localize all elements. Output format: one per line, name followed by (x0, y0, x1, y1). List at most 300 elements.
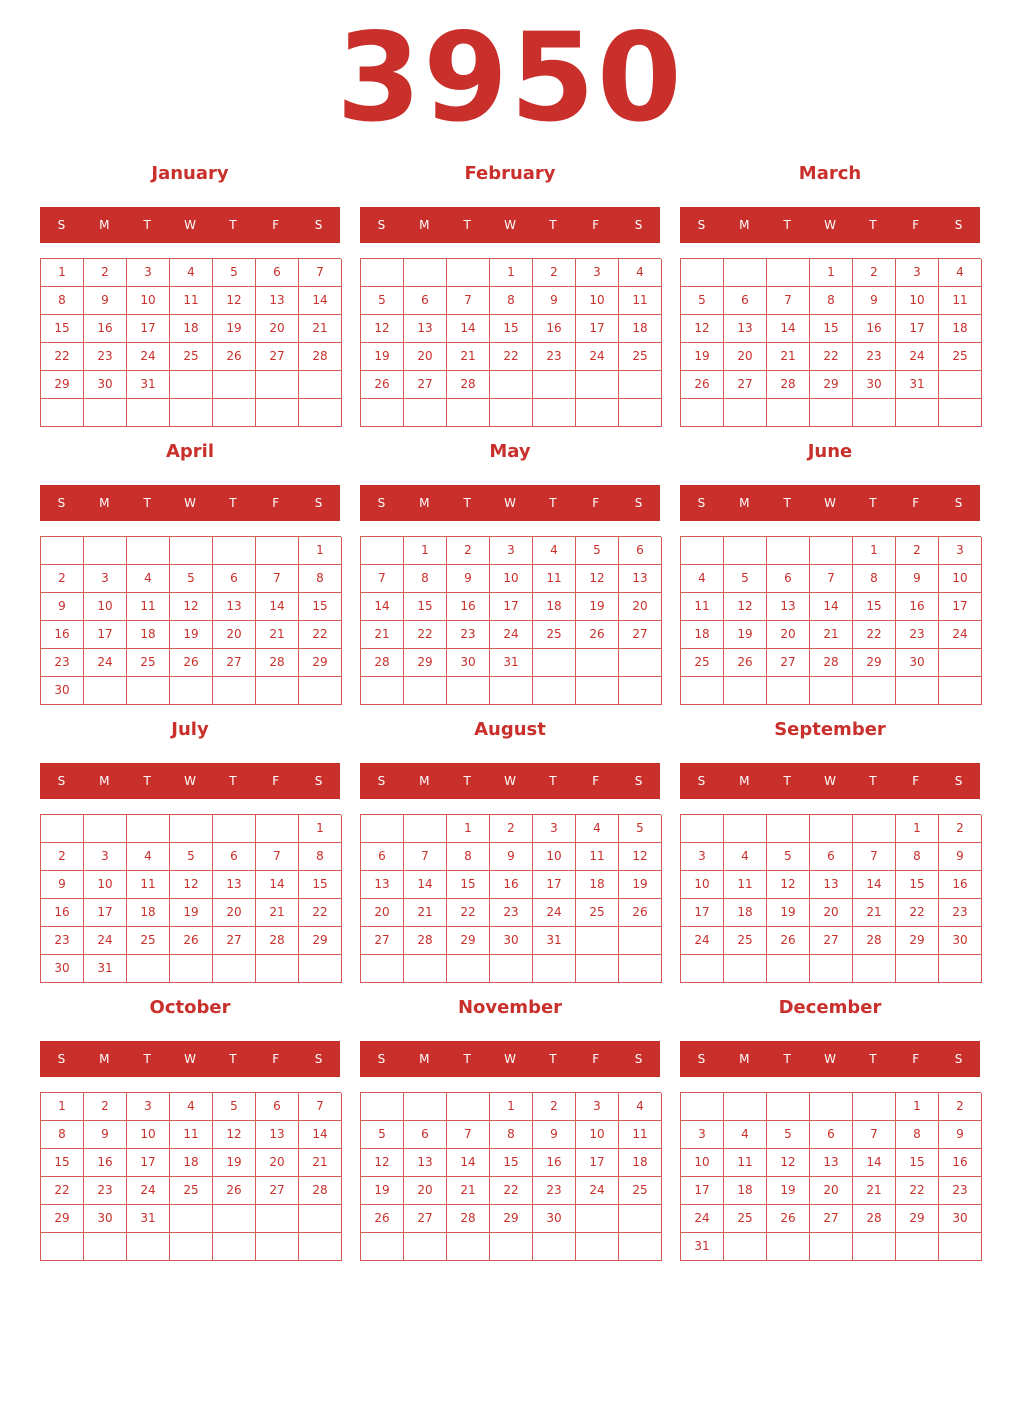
day-cell: 3 (533, 815, 576, 843)
day-cell: 12 (619, 843, 662, 871)
day-cell: 2 (84, 1093, 127, 1121)
day-cell: 30 (896, 649, 939, 677)
weekday-header (40, 763, 340, 799)
month-name: February (464, 163, 556, 184)
day-cell: 25 (681, 649, 724, 677)
weekday-label: S (314, 1052, 323, 1066)
day-cell: 8 (299, 843, 342, 871)
empty-day-cell (619, 649, 662, 677)
empty-day-cell (681, 815, 724, 843)
day-cell: 26 (767, 927, 810, 955)
day-cell: 2 (896, 537, 939, 565)
empty-day-cell (404, 815, 447, 843)
day-cell: 14 (447, 1149, 490, 1177)
day-cell: 16 (490, 871, 533, 899)
empty-day-cell (170, 815, 213, 843)
day-cell: 27 (213, 927, 256, 955)
day-cell: 11 (127, 593, 170, 621)
month-name: August (474, 719, 546, 740)
day-cell: 18 (939, 315, 982, 343)
day-cell: 21 (299, 315, 342, 343)
day-cell: 3 (681, 1121, 724, 1149)
empty-day-cell (767, 955, 810, 983)
month-name: September (774, 719, 886, 740)
day-cell: 31 (681, 1233, 724, 1261)
day-cell: 20 (213, 899, 256, 927)
day-cell: 15 (896, 1149, 939, 1177)
day-cell: 27 (213, 649, 256, 677)
day-cell: 21 (853, 899, 896, 927)
weekday-label: T (783, 774, 791, 788)
day-cell: 12 (213, 1121, 256, 1149)
day-cell: 4 (170, 259, 213, 287)
day-cell: 14 (299, 287, 342, 315)
empty-day-cell (490, 955, 533, 983)
day-cell: 4 (533, 537, 576, 565)
weekday-label: W (824, 218, 836, 232)
day-cell: 9 (490, 843, 533, 871)
day-cell: 1 (896, 1093, 939, 1121)
day-cell: 6 (256, 259, 299, 287)
weekday-header (680, 763, 980, 799)
empty-day-cell (256, 677, 299, 705)
empty-day-cell (853, 955, 896, 983)
day-cell: 21 (256, 899, 299, 927)
day-cell: 30 (490, 927, 533, 955)
weekday-label: S (634, 218, 643, 232)
empty-day-cell (896, 677, 939, 705)
day-cell: 1 (896, 815, 939, 843)
day-cell: 14 (853, 871, 896, 899)
day-cell: 15 (853, 593, 896, 621)
empty-day-cell (576, 649, 619, 677)
month-name: June (807, 441, 853, 462)
weekday-label: M (739, 496, 750, 510)
empty-day-cell (810, 815, 853, 843)
day-cell: 13 (361, 871, 404, 899)
weekday-label: M (99, 1052, 110, 1066)
day-grid (680, 536, 981, 705)
empty-day-cell (576, 927, 619, 955)
day-cell: 20 (619, 593, 662, 621)
weekday-label: T (463, 774, 471, 788)
day-cell: 29 (490, 1205, 533, 1233)
weekday-label: T (463, 1052, 471, 1066)
empty-day-cell (127, 1233, 170, 1261)
empty-day-cell (619, 371, 662, 399)
weekday-label: T (549, 218, 557, 232)
day-cell: 21 (299, 1149, 342, 1177)
day-cell: 8 (490, 287, 533, 315)
empty-day-cell (361, 815, 404, 843)
weekday-label: W (824, 496, 836, 510)
day-cell: 19 (170, 621, 213, 649)
day-cell: 26 (213, 1177, 256, 1205)
day-cell: 16 (533, 1149, 576, 1177)
day-cell: 2 (853, 259, 896, 287)
day-cell: 3 (84, 843, 127, 871)
day-cell: 26 (767, 1205, 810, 1233)
day-cell: 23 (84, 1177, 127, 1205)
weekday-label: W (824, 774, 836, 788)
day-cell: 9 (853, 287, 896, 315)
day-cell: 16 (447, 593, 490, 621)
weekday-label: S (314, 218, 323, 232)
empty-day-cell (84, 815, 127, 843)
day-cell: 19 (767, 1177, 810, 1205)
weekday-label: M (739, 218, 750, 232)
day-cell: 19 (170, 899, 213, 927)
day-cell: 24 (490, 621, 533, 649)
empty-day-cell (576, 1233, 619, 1261)
day-cell: 29 (41, 1205, 84, 1233)
weekday-label: T (463, 218, 471, 232)
day-cell: 6 (256, 1093, 299, 1121)
day-cell: 16 (939, 1149, 982, 1177)
weekday-label: T (229, 496, 237, 510)
day-cell: 10 (681, 1149, 724, 1177)
day-cell: 24 (533, 899, 576, 927)
weekday-label: W (504, 218, 516, 232)
weekday-label: T (869, 218, 877, 232)
day-cell: 20 (256, 1149, 299, 1177)
day-cell: 29 (447, 927, 490, 955)
day-cell: 18 (681, 621, 724, 649)
empty-day-cell (361, 259, 404, 287)
weekday-label: T (783, 218, 791, 232)
weekday-label: M (99, 774, 110, 788)
day-cell: 30 (533, 1205, 576, 1233)
weekday-label: S (57, 1052, 66, 1066)
day-cell: 23 (533, 343, 576, 371)
weekday-label: S (634, 774, 643, 788)
weekday-header (680, 207, 980, 243)
day-cell: 10 (490, 565, 533, 593)
day-cell: 1 (299, 815, 342, 843)
day-cell: 13 (213, 871, 256, 899)
empty-day-cell (533, 649, 576, 677)
weekday-label: F (272, 218, 280, 232)
weekday-label: T (869, 774, 877, 788)
day-cell: 25 (619, 1177, 662, 1205)
empty-day-cell (41, 537, 84, 565)
empty-day-cell (447, 399, 490, 427)
day-cell: 28 (447, 371, 490, 399)
weekday-label: S (377, 496, 386, 510)
weekday-label: W (504, 496, 516, 510)
day-cell: 9 (447, 565, 490, 593)
weekday-label: S (697, 218, 706, 232)
day-cell: 3 (576, 1093, 619, 1121)
day-cell: 22 (490, 343, 533, 371)
day-cell: 9 (84, 287, 127, 315)
empty-day-cell (256, 537, 299, 565)
day-cell: 14 (256, 593, 299, 621)
day-cell: 24 (681, 927, 724, 955)
day-cell: 16 (939, 871, 982, 899)
day-cell: 2 (939, 1093, 982, 1121)
day-cell: 10 (681, 871, 724, 899)
day-cell: 17 (127, 1149, 170, 1177)
day-cell: 25 (533, 621, 576, 649)
empty-day-cell (853, 399, 896, 427)
empty-day-cell (41, 1233, 84, 1261)
day-cell: 4 (681, 565, 724, 593)
day-cell: 14 (404, 871, 447, 899)
day-cell: 12 (361, 315, 404, 343)
month-name: July (171, 719, 209, 740)
day-cell: 28 (256, 927, 299, 955)
day-cell: 6 (213, 565, 256, 593)
month-november (360, 994, 660, 1262)
day-cell: 20 (767, 621, 810, 649)
empty-day-cell (256, 1233, 299, 1261)
day-cell: 12 (767, 871, 810, 899)
empty-day-cell (810, 955, 853, 983)
empty-day-cell (170, 955, 213, 983)
empty-day-cell (896, 955, 939, 983)
empty-day-cell (681, 259, 724, 287)
day-cell: 14 (853, 1149, 896, 1177)
empty-day-cell (533, 955, 576, 983)
day-cell: 17 (84, 899, 127, 927)
day-cell: 12 (213, 287, 256, 315)
weekday-label: M (739, 774, 750, 788)
weekday-label: S (57, 774, 66, 788)
day-cell: 11 (724, 871, 767, 899)
day-cell: 5 (767, 843, 810, 871)
empty-day-cell (299, 677, 342, 705)
day-cell: 5 (361, 287, 404, 315)
day-cell: 17 (127, 315, 170, 343)
day-cell: 27 (810, 1205, 853, 1233)
weekday-label: W (184, 496, 196, 510)
empty-day-cell (939, 955, 982, 983)
empty-day-cell (84, 1233, 127, 1261)
empty-day-cell (127, 815, 170, 843)
day-cell: 13 (810, 1149, 853, 1177)
day-cell: 5 (724, 565, 767, 593)
weekday-label: F (912, 218, 920, 232)
day-cell: 2 (41, 843, 84, 871)
empty-day-cell (84, 537, 127, 565)
empty-day-cell (619, 399, 662, 427)
empty-day-cell (490, 371, 533, 399)
day-cell: 22 (404, 621, 447, 649)
day-cell: 7 (404, 843, 447, 871)
day-cell: 1 (299, 537, 342, 565)
empty-day-cell (767, 1233, 810, 1261)
year-title: 3950 (336, 7, 684, 149)
month-may (360, 438, 660, 706)
day-cell: 1 (41, 1093, 84, 1121)
day-cell: 24 (576, 343, 619, 371)
empty-day-cell (576, 371, 619, 399)
empty-day-cell (810, 537, 853, 565)
day-cell: 8 (447, 843, 490, 871)
weekday-label: S (57, 496, 66, 510)
empty-day-cell (299, 1233, 342, 1261)
day-cell: 28 (361, 649, 404, 677)
day-cell: 22 (896, 899, 939, 927)
day-cell: 5 (213, 1093, 256, 1121)
empty-day-cell (767, 677, 810, 705)
day-cell: 3 (84, 565, 127, 593)
day-cell: 28 (404, 927, 447, 955)
day-cell: 27 (256, 1177, 299, 1205)
day-cell: 4 (619, 259, 662, 287)
empty-day-cell (213, 371, 256, 399)
day-cell: 8 (810, 287, 853, 315)
weekday-header (360, 485, 660, 521)
weekday-label: T (143, 1052, 151, 1066)
empty-day-cell (853, 677, 896, 705)
empty-day-cell (213, 677, 256, 705)
day-cell: 23 (41, 927, 84, 955)
weekday-header (680, 485, 980, 521)
empty-day-cell (127, 677, 170, 705)
day-cell: 5 (170, 565, 213, 593)
day-cell: 18 (724, 899, 767, 927)
empty-day-cell (170, 677, 213, 705)
empty-day-cell (447, 1233, 490, 1261)
day-cell: 9 (896, 565, 939, 593)
day-cell: 25 (170, 343, 213, 371)
day-cell: 5 (576, 537, 619, 565)
weekday-label: S (697, 774, 706, 788)
day-cell: 22 (41, 1177, 84, 1205)
empty-day-cell (447, 677, 490, 705)
weekday-label: M (99, 496, 110, 510)
day-cell: 3 (127, 259, 170, 287)
weekday-label: W (824, 1052, 836, 1066)
day-cell: 15 (810, 315, 853, 343)
day-cell: 11 (724, 1149, 767, 1177)
day-cell: 14 (299, 1121, 342, 1149)
day-cell: 12 (361, 1149, 404, 1177)
day-cell: 27 (810, 927, 853, 955)
empty-day-cell (619, 1205, 662, 1233)
day-grid (40, 814, 341, 983)
month-march (680, 160, 980, 428)
weekday-label: F (272, 496, 280, 510)
day-cell: 26 (213, 343, 256, 371)
day-cell: 8 (490, 1121, 533, 1149)
empty-day-cell (256, 1205, 299, 1233)
day-cell: 25 (724, 1205, 767, 1233)
day-grid (40, 1092, 341, 1261)
day-cell: 8 (299, 565, 342, 593)
day-cell: 25 (127, 927, 170, 955)
empty-day-cell (724, 537, 767, 565)
empty-day-cell (810, 1093, 853, 1121)
day-cell: 5 (681, 287, 724, 315)
empty-day-cell (361, 399, 404, 427)
day-cell: 27 (361, 927, 404, 955)
day-cell: 21 (767, 343, 810, 371)
day-cell: 15 (299, 871, 342, 899)
day-cell: 14 (256, 871, 299, 899)
empty-day-cell (896, 1233, 939, 1261)
day-cell: 17 (896, 315, 939, 343)
empty-day-cell (939, 677, 982, 705)
day-grid (680, 258, 981, 427)
day-cell: 2 (939, 815, 982, 843)
empty-day-cell (681, 537, 724, 565)
month-name: December (778, 997, 882, 1018)
empty-day-cell (533, 371, 576, 399)
day-cell: 3 (939, 537, 982, 565)
day-cell: 19 (681, 343, 724, 371)
day-cell: 9 (533, 287, 576, 315)
day-cell: 22 (853, 621, 896, 649)
day-cell: 11 (619, 1121, 662, 1149)
empty-day-cell (41, 815, 84, 843)
day-cell: 24 (84, 927, 127, 955)
day-cell: 15 (896, 871, 939, 899)
empty-day-cell (724, 259, 767, 287)
empty-day-cell (681, 677, 724, 705)
empty-day-cell (404, 955, 447, 983)
empty-day-cell (681, 955, 724, 983)
weekday-label: S (314, 774, 323, 788)
day-grid (360, 814, 661, 983)
day-cell: 13 (404, 315, 447, 343)
day-cell: 26 (576, 621, 619, 649)
day-cell: 30 (84, 371, 127, 399)
empty-day-cell (619, 1233, 662, 1261)
day-cell: 19 (619, 871, 662, 899)
day-cell: 17 (681, 1177, 724, 1205)
day-cell: 11 (170, 1121, 213, 1149)
empty-day-cell (853, 1093, 896, 1121)
day-cell: 29 (853, 649, 896, 677)
month-name: October (149, 997, 231, 1018)
day-cell: 19 (361, 343, 404, 371)
day-cell: 3 (127, 1093, 170, 1121)
empty-day-cell (853, 815, 896, 843)
weekday-label: T (229, 774, 237, 788)
day-cell: 22 (447, 899, 490, 927)
day-cell: 27 (256, 343, 299, 371)
empty-day-cell (447, 1093, 490, 1121)
day-cell: 12 (170, 593, 213, 621)
empty-day-cell (533, 1233, 576, 1261)
day-cell: 5 (767, 1121, 810, 1149)
day-cell: 25 (724, 927, 767, 955)
empty-day-cell (170, 1233, 213, 1261)
empty-day-cell (619, 677, 662, 705)
day-cell: 5 (361, 1121, 404, 1149)
day-cell: 27 (724, 371, 767, 399)
empty-day-cell (619, 955, 662, 983)
day-cell: 4 (127, 843, 170, 871)
day-cell: 9 (41, 871, 84, 899)
weekday-label: T (869, 496, 877, 510)
weekday-label: F (592, 1052, 600, 1066)
empty-day-cell (810, 399, 853, 427)
day-cell: 7 (361, 565, 404, 593)
day-grid (40, 536, 341, 705)
weekday-label: F (912, 1052, 920, 1066)
day-cell: 17 (490, 593, 533, 621)
empty-day-cell (724, 399, 767, 427)
day-cell: 21 (361, 621, 404, 649)
empty-day-cell (939, 1233, 982, 1261)
day-cell: 5 (213, 259, 256, 287)
weekday-label: F (592, 496, 600, 510)
day-cell: 29 (404, 649, 447, 677)
